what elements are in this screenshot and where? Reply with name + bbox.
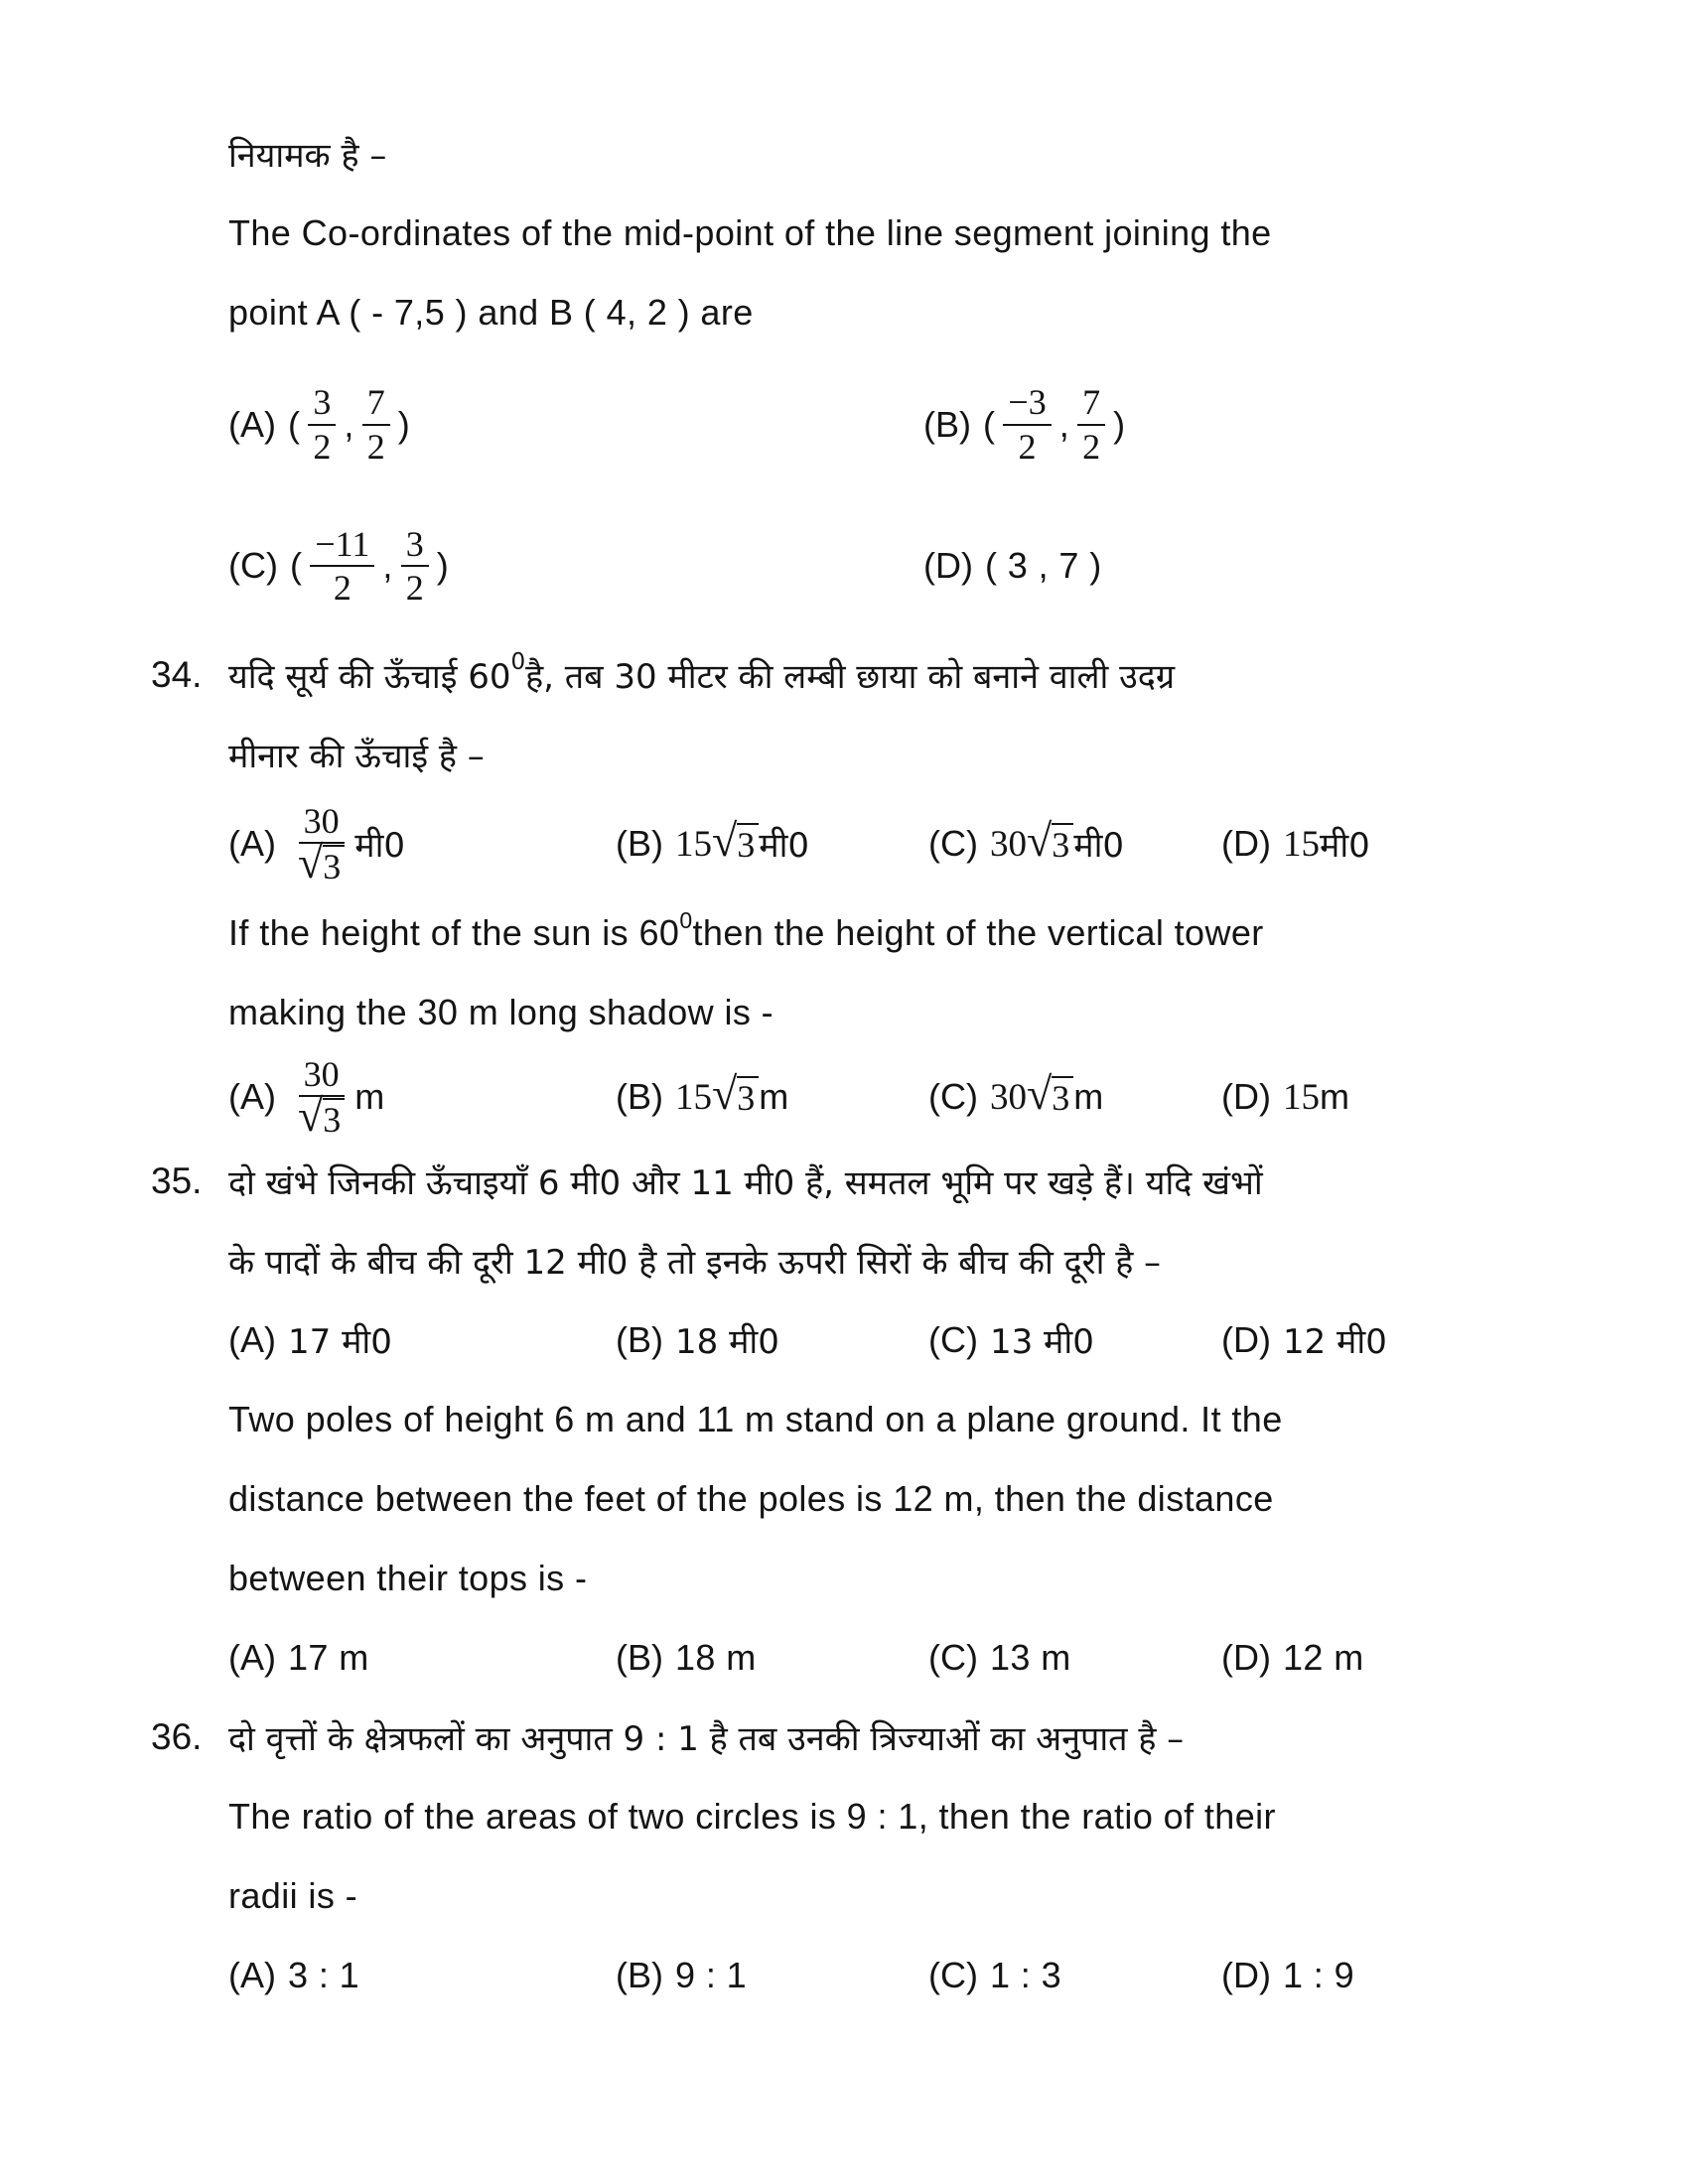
option — [228, 801, 616, 887]
option-label: (B) — [616, 1955, 663, 1995]
option — [1221, 1076, 1569, 1119]
option — [228, 524, 923, 609]
option — [616, 1317, 928, 1363]
radical-sign: √ — [712, 1068, 738, 1120]
option — [1221, 1955, 1569, 1996]
text-segment: The ratio of the areas of two circles is 9 : 1, then the ratio of their — [228, 1796, 1276, 1837]
text-segment: m — [1073, 1076, 1104, 1117]
text-segment: 13 m — [989, 1637, 1071, 1678]
fraction — [362, 382, 390, 467]
option — [1221, 1317, 1569, 1363]
math-text: 15 — [675, 1076, 712, 1118]
text-segment: ) — [436, 545, 450, 586]
fraction-denominator — [296, 837, 347, 888]
option — [928, 815, 1221, 867]
text-segment: ( — [288, 403, 301, 445]
question-number: 34. — [151, 654, 203, 695]
option-label: (C) — [928, 1319, 978, 1360]
option — [928, 1637, 1221, 1679]
option — [928, 1317, 1221, 1363]
text-segment: 18 m — [675, 1637, 757, 1678]
question-line — [228, 273, 1569, 352]
sqrt-radicand: 3 — [1052, 1076, 1073, 1118]
text-segment: ( 3 , 7 ) — [984, 545, 1102, 586]
option-row — [228, 496, 1569, 635]
option — [616, 1068, 928, 1120]
text-segment: ) — [1113, 403, 1126, 445]
sqrt-expression — [1026, 815, 1073, 867]
text-segment: मीनार की ऊँचाई है – — [228, 737, 485, 776]
math-text: 30 — [989, 1076, 1027, 1118]
text-segment: 1 : 9 — [1282, 1955, 1355, 1995]
text-segment: मी0 — [759, 826, 810, 866]
text-segment: The Co-ordinates of the mid-point of the line segment joining the — [228, 212, 1272, 253]
option-row — [228, 1052, 1569, 1142]
fraction-numerator: 30 — [299, 801, 345, 844]
option-label: (B) — [616, 1319, 663, 1360]
text-segment: m — [759, 1076, 789, 1117]
option — [228, 1637, 616, 1679]
radical-sign: √ — [712, 815, 738, 867]
option-label: (D) — [1221, 823, 1271, 864]
option-row — [228, 1618, 1569, 1698]
text-segment: 9 : 1 — [675, 1955, 748, 1995]
text-segment: 18 मी0 — [675, 1322, 779, 1362]
fraction-denominator — [296, 1090, 347, 1142]
text-segment: point A ( - 7,5 ) and B ( 4, 2 ) are — [228, 292, 754, 333]
text-segment: 17 मी0 — [288, 1322, 392, 1362]
option-label: (C) — [928, 1637, 978, 1678]
option-label: (B) — [616, 1637, 663, 1678]
text-segment: then the height of the vertical tower — [692, 912, 1264, 953]
question-line — [228, 1459, 1569, 1539]
text-segment: radii is - — [228, 1875, 358, 1916]
text-segment: 13 मी0 — [989, 1322, 1094, 1362]
radical-sign: √ — [298, 1090, 324, 1142]
question-line — [228, 1380, 1569, 1459]
text-segment: If the height of the sun is 60 — [228, 912, 680, 953]
option-label: (C) — [928, 1955, 978, 1995]
math-text: 15 — [1282, 1076, 1320, 1118]
text-segment: between their tops is - — [228, 1558, 588, 1598]
text-segment: , — [382, 545, 393, 586]
radical-sign: √ — [1026, 1068, 1053, 1120]
fraction-numerator: 7 — [362, 382, 390, 425]
text-segment: making the 30 m long shadow is - — [228, 992, 774, 1032]
option — [228, 1955, 616, 1996]
option — [923, 382, 1569, 467]
text-segment: मी0 — [1319, 826, 1370, 866]
sqrt-radicand: 3 — [1052, 823, 1073, 865]
fraction — [296, 1054, 347, 1140]
question-line — [228, 114, 1569, 194]
fraction — [401, 524, 429, 609]
radical-sign: √ — [1026, 815, 1053, 867]
fraction-numerator: −11 — [310, 524, 374, 567]
fraction — [1077, 382, 1105, 467]
text-segment: दो खंभे जिनकी ऊँचाइयाँ 6 मी0 और 11 मी0 हैं, समतल भूमि पर खड़े हैं। यदि खंभों — [228, 1163, 1263, 1203]
question-number: 36. — [151, 1716, 203, 1757]
fraction-numerator: 3 — [308, 382, 336, 425]
question-line — [151, 635, 1569, 715]
text-segment: के पादों के बीच की दूरी 12 मी0 है तो इनके ऊपरी सिरों के बीच की दूरी है – — [228, 1243, 1162, 1283]
option — [1221, 1637, 1569, 1679]
option — [228, 1054, 616, 1140]
superscript-text: 0 — [679, 906, 693, 933]
text-segment: , — [1058, 403, 1070, 445]
fraction-numerator: 7 — [1077, 382, 1105, 425]
text-segment: m — [1319, 1076, 1350, 1117]
fraction-numerator: −3 — [1003, 382, 1051, 425]
option-row — [228, 1936, 1569, 2015]
fraction — [296, 801, 347, 887]
text-segment: 3 : 1 — [288, 1955, 360, 1995]
text-segment: नियामक है – — [228, 136, 387, 176]
radical-sign: √ — [298, 837, 324, 888]
fraction — [308, 382, 336, 467]
option-label: (C) — [228, 545, 278, 586]
question-line — [228, 1539, 1569, 1618]
option-label: (A) — [228, 822, 276, 864]
option-label: (D) — [1221, 1319, 1271, 1360]
fraction — [1003, 382, 1051, 467]
option-label: (C) — [928, 1076, 978, 1117]
option — [616, 1955, 928, 1996]
text-segment: ( — [983, 403, 996, 445]
question-line — [228, 893, 1569, 973]
text-segment: यदि सूर्य की ऊँचाई 60 — [228, 657, 511, 697]
sqrt-expression — [712, 1068, 759, 1120]
math-text: 15 — [1282, 823, 1320, 865]
sqrt-radicand: 3 — [737, 1076, 759, 1118]
text-segment: दो वृत्तों के क्षेत्रफलों का अनुपात 9 : 1 है तब उनकी त्रिज्याओं का अनुपात है – — [228, 1719, 1185, 1759]
option-label: (A) — [228, 403, 276, 445]
fraction-denominator: 2 — [1018, 426, 1037, 467]
option-label: (B) — [616, 823, 663, 864]
option-label: (D) — [1221, 1637, 1271, 1678]
option-label: (D) — [1221, 1955, 1271, 1995]
question-line — [228, 715, 1569, 794]
sqrt-radicand: 3 — [323, 845, 345, 887]
option — [228, 382, 923, 467]
option-label: (A) — [228, 1319, 276, 1360]
option — [616, 1637, 928, 1679]
sqrt-radicand: 3 — [323, 1098, 345, 1140]
fraction-numerator: 30 — [299, 1054, 345, 1097]
question-line — [151, 1142, 1569, 1221]
option-label: (B) — [616, 1076, 663, 1117]
math-text: 15 — [675, 823, 712, 865]
math-text: 30 — [989, 823, 1027, 865]
text-segment: 12 m — [1282, 1637, 1364, 1678]
option-label: (A) — [228, 1637, 276, 1678]
question-line — [151, 1698, 1569, 1777]
question-line — [228, 973, 1569, 1052]
question-line — [228, 1856, 1569, 1936]
text-segment: Two poles of height 6 m and 11 m stand on a plane ground. It the — [228, 1399, 1283, 1439]
text-segment: 12 मी0 — [1282, 1322, 1387, 1362]
option-row — [228, 1300, 1569, 1380]
fraction-denominator: 2 — [333, 568, 352, 608]
question-line — [228, 1221, 1569, 1300]
option — [1221, 821, 1569, 867]
text-segment: m — [354, 1075, 385, 1117]
fraction-denominator: 2 — [366, 426, 385, 467]
fraction — [310, 524, 374, 609]
option-label: (B) — [923, 403, 971, 445]
option-label: (D) — [1221, 1076, 1271, 1117]
option — [928, 1955, 1221, 1996]
option-row — [228, 352, 1569, 496]
option-label: (A) — [228, 1075, 276, 1117]
fraction-denominator: 2 — [313, 426, 332, 467]
text-segment: , — [344, 403, 354, 445]
text-segment: मी0 — [354, 825, 406, 866]
fraction-denominator: 2 — [405, 568, 424, 608]
sqrt-expression — [1026, 1068, 1073, 1120]
question-line — [228, 194, 1569, 273]
question-line — [228, 1777, 1569, 1856]
question-number: 35. — [151, 1160, 203, 1201]
option — [228, 1317, 616, 1363]
exam-question-list — [151, 114, 1569, 2015]
option — [923, 545, 1569, 587]
sqrt-radicand: 3 — [737, 823, 759, 865]
text-segment: ) — [397, 403, 411, 445]
text-segment: मी0 — [1073, 826, 1125, 866]
option-label: (A) — [228, 1955, 276, 1995]
option-row — [228, 794, 1569, 893]
option-label: (C) — [928, 823, 978, 864]
fraction-denominator: 2 — [1082, 426, 1101, 467]
text-segment: 1 : 3 — [989, 1955, 1062, 1995]
superscript-text: 0 — [510, 648, 526, 675]
text-segment: distance between the feet of the poles is 12 m, then the distance — [228, 1478, 1274, 1519]
text-segment: 17 m — [288, 1637, 369, 1678]
option-label: (D) — [923, 545, 973, 586]
sqrt-expression — [712, 815, 759, 867]
option — [616, 815, 928, 867]
text-segment: ( — [289, 545, 303, 586]
option — [928, 1068, 1221, 1120]
fraction-numerator: 3 — [401, 524, 429, 567]
text-segment: है, तब 30 मीटर की लम्बी छाया को बनाने वाली उदग्र — [525, 657, 1176, 697]
